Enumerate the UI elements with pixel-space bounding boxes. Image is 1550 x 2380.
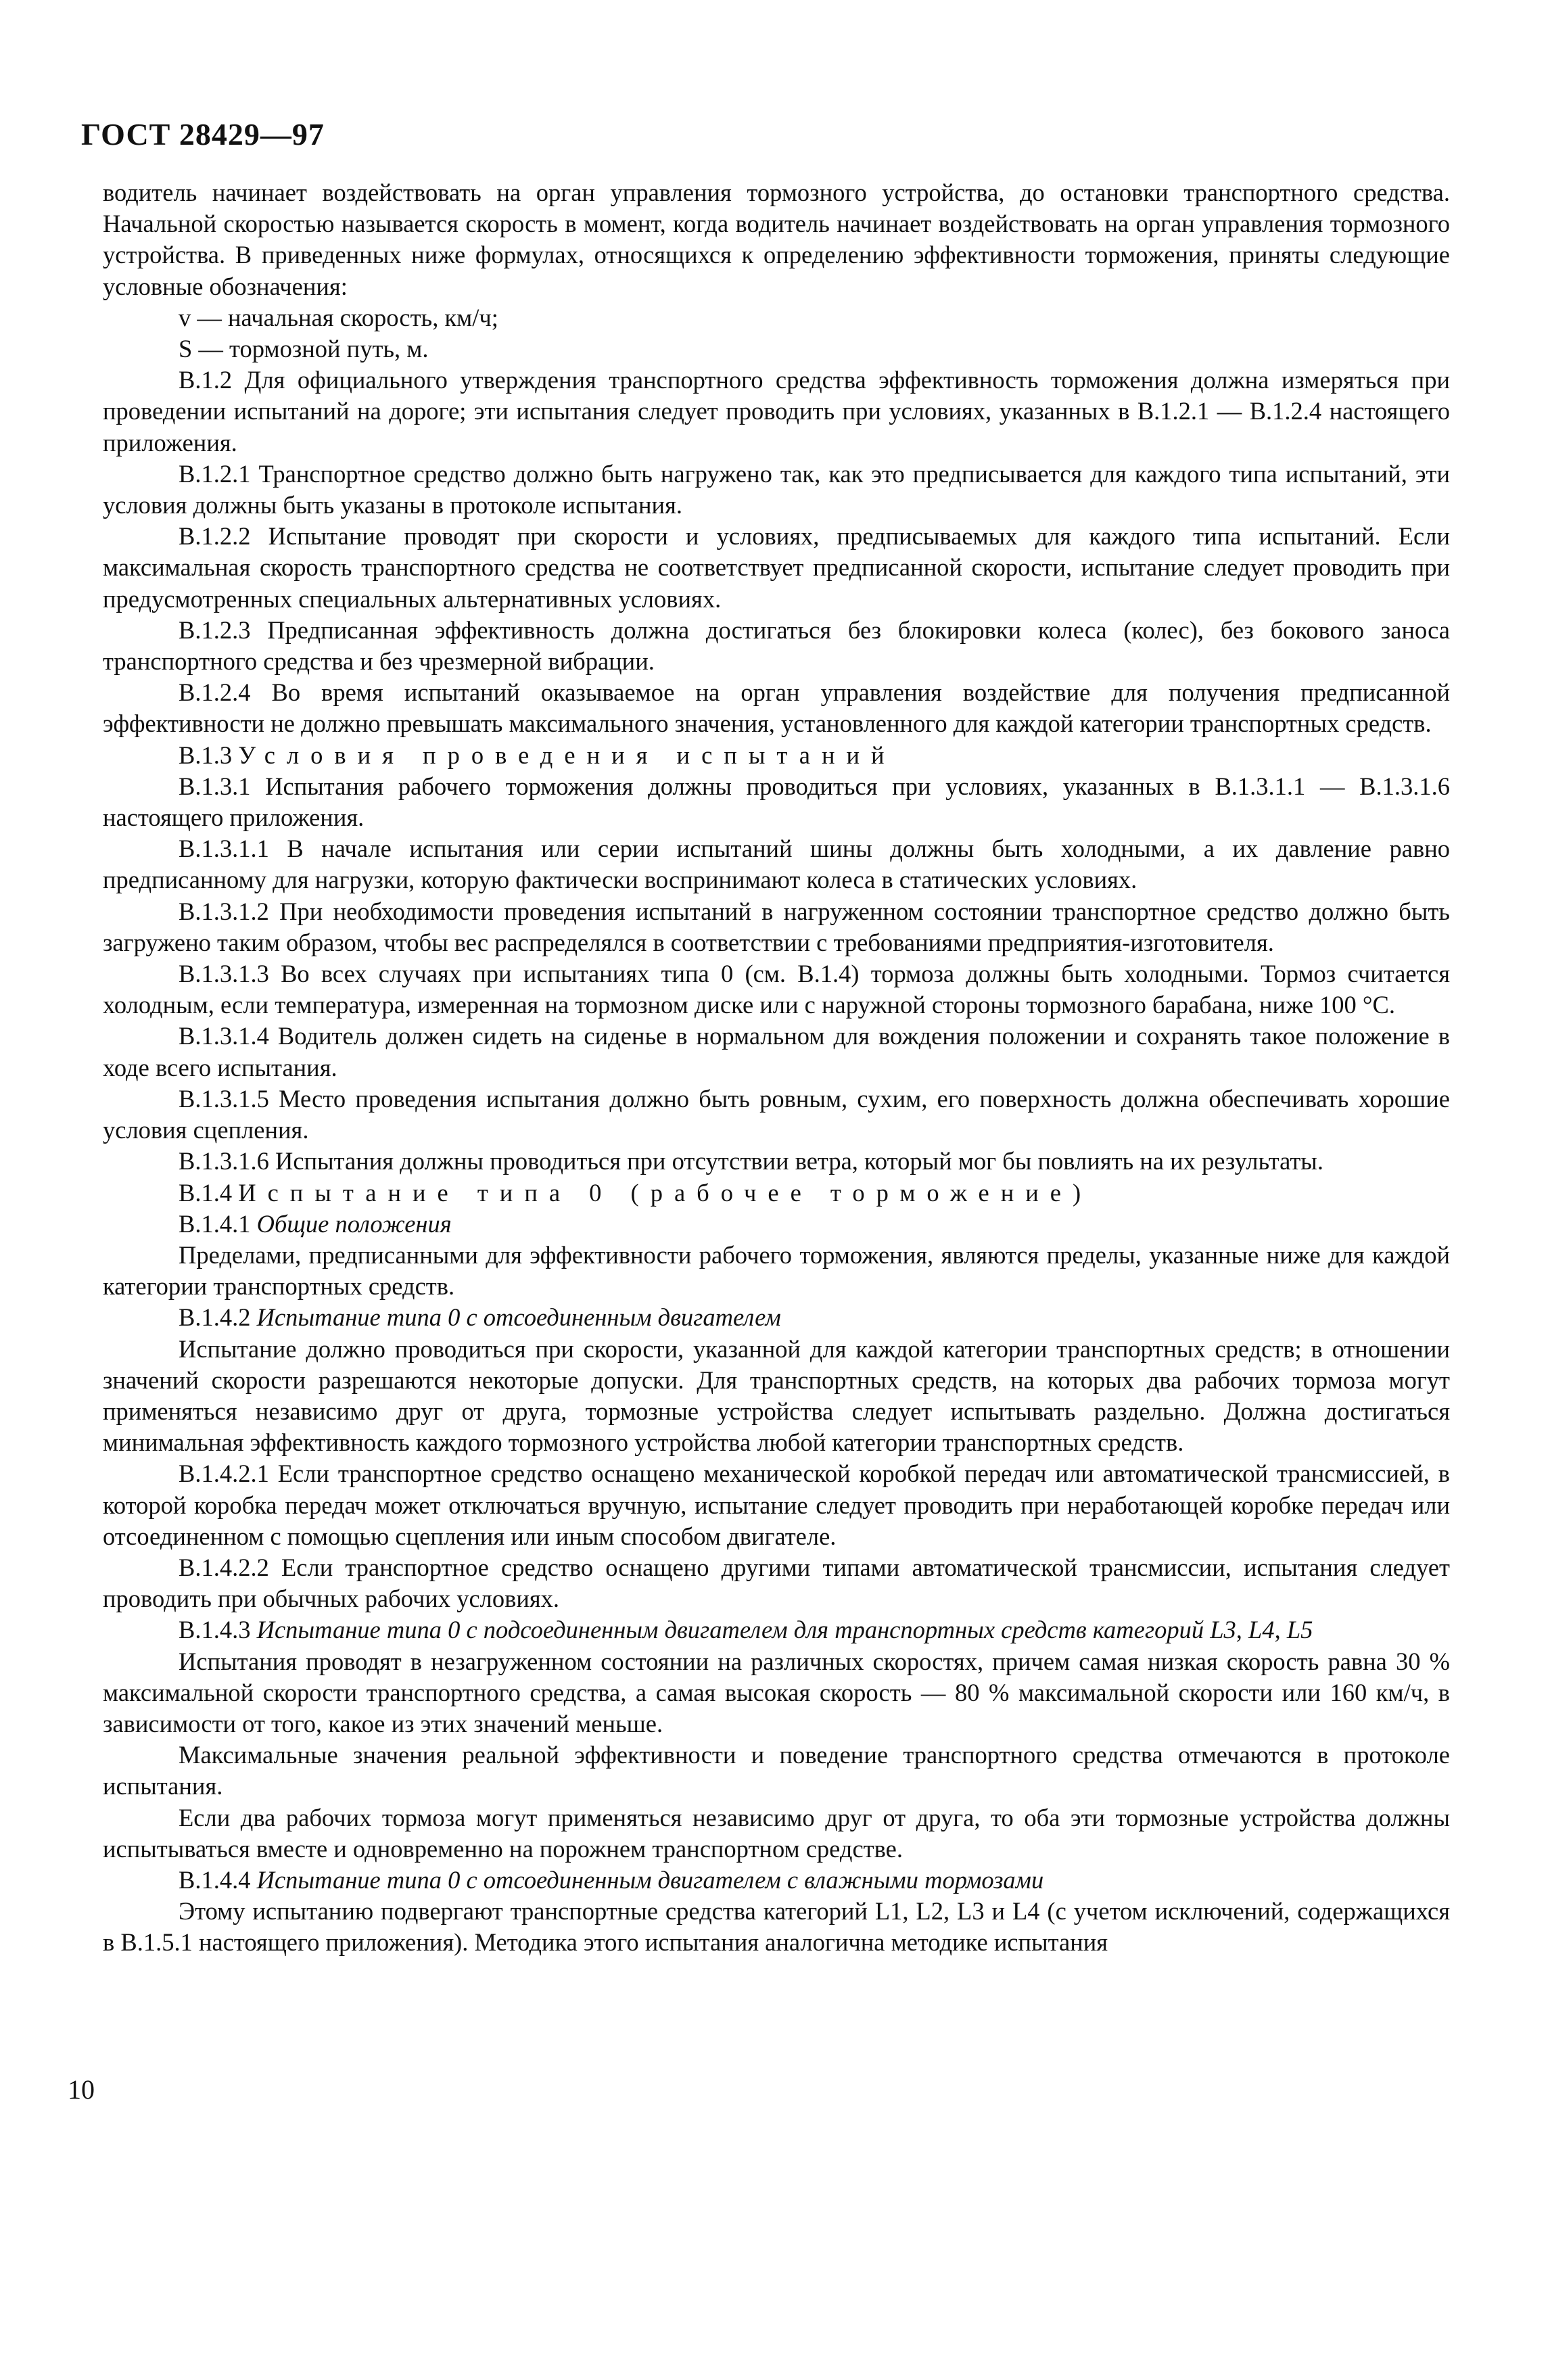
paragraph: Испытания проводят в незагруженном состоянии на различных скоростях, причем самая низкая скорость равна 30 % максимальной скорости транспортного средства, а самая высокая скорость — 80 % максимальной скорости или 160 км/ч, в зависимости от того, какое из этих значений меньше.	[103, 1647, 1450, 1737]
paragraph: В.1.3.1.6 Испытания должны проводиться при отсутствии ветра, который мог бы повлиять на их результаты.	[179, 1147, 1323, 1175]
paragraph: v — начальная скорость, км/ч;	[179, 303, 498, 331]
paragraph: В.1.3.1.3 Во всех случаях при испытаниях типа 0 (см. В.1.4) тормоза должны быть холодными. Тормоз считается холодным, если температура, измеренная на тормозном диске или с наружной стороны тормозного барабана, ниже 100 °С.	[103, 960, 1450, 1019]
paragraph: S — тормозной путь, м.	[179, 335, 429, 363]
subsection-title: Общие положения	[256, 1209, 452, 1238]
paragraph: В.1.3.1 Испытания рабочего торможения должны проводиться при условиях, указанных в В.1.3.1.1 — В.1.3.1.6 настоящего приложения.	[103, 772, 1450, 832]
subsection-title: Испытание типа 0 с отсоединенным двигателем с влажными тормозами	[256, 1865, 1044, 1894]
section-heading	[103, 740, 1450, 771]
paragraph: Максимальные значения реальной эффективности и поведение транспортного средства отмечаются в протоколе испытания.	[103, 1741, 1450, 1800]
paragraph: В.1.2.3 Предписанная эффективность должна достигаться без блокировки колеса (колес), без бокового заноса транспортного средства и без чрезмерной вибрации.	[103, 615, 1450, 676]
subsection-heading	[103, 1614, 1450, 1646]
section-number: В.1.3	[179, 741, 233, 769]
paragraph: В.1.2.2 Испытание проводят при скорости и условиях, предписываемых для каждого типа испытаний. Если максимальная скорость транспортного средства не соответствует предписанной скорости, испытание следует проводить при предусмотренных специальных альтернативных условиях.	[103, 522, 1450, 613]
paragraph: Пределами, предписанными для эффективности рабочего торможения, являются пределы, указанные ниже для каждой категории транспортных средств.	[103, 1240, 1450, 1301]
paragraph: Испытание должно проводиться при скорости, указанной для каждой категории транспортных средств; в отношении значений скорости разрешаются некоторые допуски. Для транспортных средств, на которых два рабочих тормоза могут применяться независимо друг от друга, тормозные устройства следует испытывать раздельно. Должна достигаться минимальная эффективность каждого тормозного устройства любой категории транспортных средств.	[103, 1334, 1450, 1457]
paragraph: Если два рабочих тормоза могут применяться независимо друг от друга, то оба эти тормозные устройства должны испытываться вместе и одновременно на порожнем транспортном средстве.	[103, 1803, 1450, 1863]
subsection-heading	[103, 1865, 1450, 1896]
subsection-heading	[103, 1302, 1450, 1333]
paragraph: В.1.3.1.1 В начале испытания или серии испытаний шины должны быть холодными, а их давление равно предписанному для нагрузки, которую фактически воспринимают колеса в статических условиях.	[103, 835, 1450, 894]
section-number: В.1.4.4	[179, 1865, 251, 1894]
paragraph: В.1.2.4 Во время испытаний оказываемое на орган управления воздействие для получения предписанной эффективности не должно превышать максимального значения, установленного для каждой категории транспортных средств.	[103, 678, 1450, 738]
section-number: В.1.4	[179, 1178, 233, 1207]
page-number: 10	[68, 2074, 95, 2105]
paragraph: водитель начинает воздействовать на орган управления тормозного устройства, до остановки транспортного средства. Начальной скоростью называется скорость в момент, когда водитель начинает воздействовать на орган управления тормозного устройства. В приведенных ниже формулах, относящихся к определению эффективности торможения, приняты следующие условные обозначения:	[103, 179, 1450, 300]
paragraph: В.1.3.1.4 Водитель должен сидеть на сиденье в нормальном для вождения положении и сохранять такое положение в ходе всего испытания.	[103, 1022, 1450, 1081]
paragraph: В.1.2.1 Транспортное средство должно быть нагружено так, как это предписывается для каждого типа испытаний, эти условия должны быть указаны в протоколе испытания.	[103, 459, 1450, 519]
section-title: Испытание типа 0 (рабочее торможение)	[238, 1178, 1093, 1207]
section-heading	[103, 1177, 1450, 1209]
subsection-heading	[103, 1209, 1450, 1240]
section-number: В.1.4.1	[179, 1209, 251, 1238]
subsection-title: Испытание типа 0 с подсоединенным двигателем для транспортных средств категорий L3, L4, L5	[256, 1616, 1313, 1644]
paragraph: В.1.4.2.2 Если транспортное средство оснащено другими типами автоматической трансмиссии, испытания следует проводить при обычных рабочих условиях.	[103, 1553, 1450, 1613]
paragraph: В.1.3.1.2 При необходимости проведения испытаний в нагруженном состоянии транспортное средство должно быть загружено таким образом, чтобы вес распределялся в соответствии с требованиями предприятия-изготовителя.	[103, 897, 1450, 956]
document-body	[103, 177, 1450, 1959]
subsection-title: Испытание типа 0 с отсоединенным двигателем	[256, 1303, 781, 1332]
section-number: В.1.4.2	[179, 1303, 251, 1332]
section-title: Условия проведения испытаний	[238, 741, 896, 769]
document-header: ГОСТ 28429—97	[81, 117, 325, 151]
paragraph: Этому испытанию подвергают транспортные средства категорий L1, L2, L3 и L4 (с учетом исключений, содержащихся в В.1.5.1 настоящего приложения). Методика этого испытания аналогична методике испытания	[103, 1897, 1450, 1957]
paragraph: В.1.3.1.5 Место проведения испытания должно быть ровным, сухим, его поверхность должна обеспечивать хорошие условия сцепления.	[103, 1084, 1450, 1144]
paragraph: В.1.2 Для официального утверждения транспортного средства эффективность торможения должна измеряться при проведении испытаний на дороге; эти испытания следует проводить при условиях, указанных в В.1.2.1 — В.1.2.4 настоящего приложения.	[103, 366, 1450, 457]
paragraph: В.1.4.2.1 Если транспортное средство оснащено механической коробкой передач или автоматической трансмиссией, в которой коробка передач может отключаться вручную, испытание следует проводить при неработающей коробке передач или отсоединенном с помощью сцепления или иным способом двигателе.	[103, 1460, 1450, 1550]
section-number: В.1.4.3	[179, 1616, 251, 1644]
